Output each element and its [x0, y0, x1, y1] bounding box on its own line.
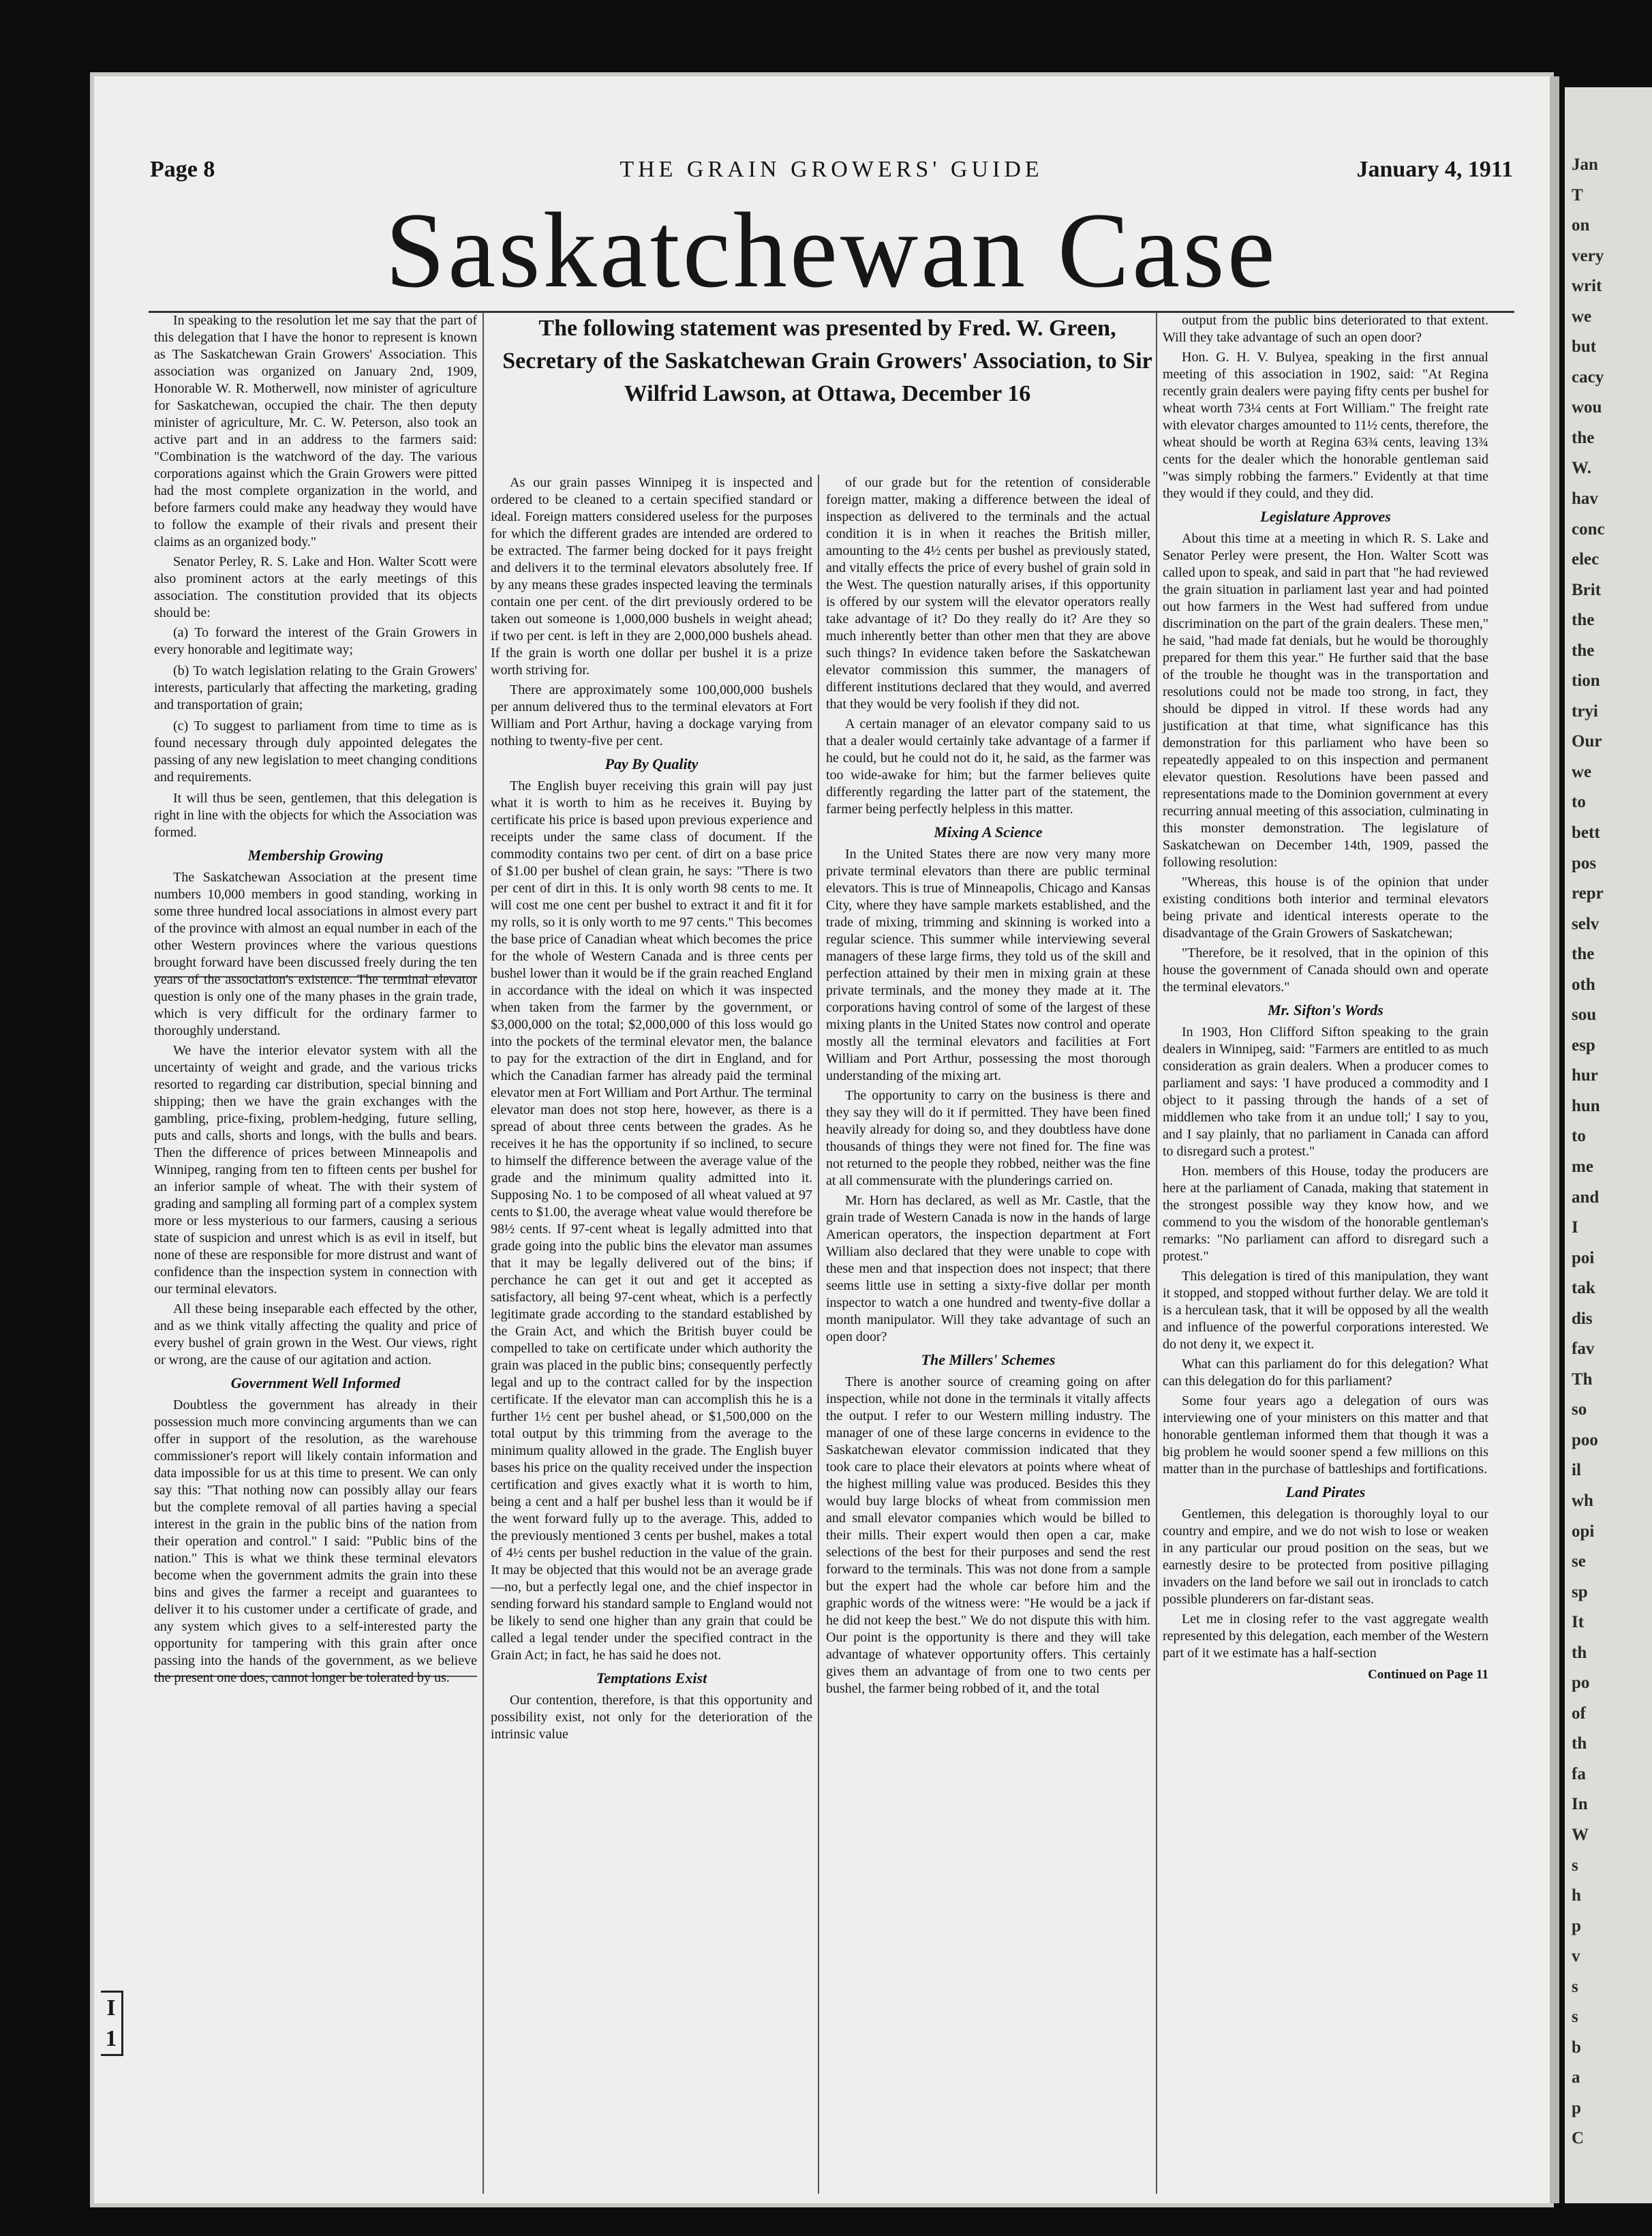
- adjacent-page-fragment: so: [1572, 1400, 1587, 1419]
- adjacent-page-fragment: It: [1572, 1613, 1585, 1632]
- adjacent-page-fragment: we: [1572, 307, 1592, 326]
- adjacent-page-fragment: but: [1572, 337, 1597, 357]
- adjacent-page-fragment: oth: [1572, 975, 1595, 994]
- adjacent-page-fragment: p: [1572, 2098, 1581, 2117]
- publication-name: THE GRAIN GROWERS' GUIDE: [620, 157, 1043, 182]
- adjacent-page-fragment: very: [1572, 246, 1604, 265]
- adjacent-page-fragment: Brit: [1572, 580, 1602, 599]
- adjacent-page-edge: [1565, 87, 1652, 2203]
- adjacent-page-fragment: h: [1572, 1886, 1581, 1905]
- adjacent-page-fragment: il: [1572, 1461, 1581, 1480]
- continuation-note: Continued on Page 11: [1368, 1667, 1488, 1682]
- issue-date: January 4, 1911: [1356, 157, 1513, 182]
- paragraph: In speaking to the resolution let me say that the part of this delegation that I have the honor to represent is known as The Saskatchewan Grain Growers' Association. This association was organized on January 2nd, 1909, Honorable W. R. Motherwell, now minister of agriculture for Saskatchewan, occupied the chair. The then deputy minister of agriculture, Mr. C. W. Peterson, also took an active part and in an address to the farmers said: "Combination is the watchword of the day. The various corporations against which the Grain Growers were pitted had the most complete organization in the world, and before farmers could make any headway they would have to follow the example of their rivals and present their claims as an organized body.": [154, 313, 477, 549]
- adjacent-page-fragment: Jan: [1572, 155, 1598, 174]
- article-column-3: [826, 474, 1150, 1700]
- paragraph: About this time at a meeting in which R. S. Lake and Senator Perley were present, the Hon. Walter Scott was called upon to speak, and said in part that "he had reviewed the grain situation in parliament last year and had pointed out how farmers in the West had suffered from undue discrimination on the part of the grain dealers. These men," he said, "had made fat denials, but he would be thoroughly prepared for them this year." He further said that the base of the trouble he thought was in the transportation and resolutions could not be made too strong, in fact, they should be dipped in vitrol. If these words had any justification at that time, what significance has this demonstration for this parliament who have been so repeatedly appealed to on this inspection and permanent elevator question. Resolutions have been passed and representations made to the Dominion government at every recurring annual meeting of this association, culminating in this monster demonstration. The legislature of Saskatchewan on December 14th, 1909, passed the following resolution:: [1163, 531, 1488, 870]
- subheading: Legislature Approves: [1260, 508, 1391, 525]
- adjacent-page-fragment: In: [1572, 1795, 1588, 1814]
- adjacent-page-fragment: the: [1572, 641, 1595, 660]
- adjacent-page-fragment: to: [1572, 1127, 1586, 1146]
- adjacent-page-fragment: elec: [1572, 550, 1600, 569]
- article-column-2: [491, 474, 812, 1746]
- paragraph: Our contention, therefore, is that this opportunity and possibility exist, not only for the deterioration of the intrinsic value: [491, 1693, 812, 1742]
- side-box-text: I 1: [105, 1995, 117, 2051]
- adjacent-page-fragment: wh: [1572, 1492, 1593, 1510]
- adjacent-page-fragment: selv: [1572, 914, 1600, 933]
- adjacent-page-fragment: conc: [1572, 519, 1605, 539]
- headline: Saskatchewan Case: [385, 191, 1278, 310]
- adjacent-page-fragment: s: [1572, 1977, 1578, 1996]
- adjacent-page-fragment: Th: [1572, 1370, 1593, 1389]
- adjacent-page-fragment: s: [1572, 1856, 1578, 1875]
- adjacent-page-fragment: a: [1572, 2068, 1580, 2087]
- paragraph: There is another source of creaming going on after inspection, while not done in the terminals it vitally affects the output. I refer to our Western milling industry. The manager of one of these large concerns in evidence to the Saskatchewan elevator commission indicated that they took care to place their elevators at points where wheat of the highest milling value was produced. Besides this they would buy large blocks of wheat from commission men and small elevator companies which would be billed to their mills. Their expert would then open a car, make selections of the best for their purposes and send the rest forward to the terminals. This was not done from a sample but the expert had the whole car before him and the graphic words of the witness were: "He would be a jack if he did not keep the best." We do not dispute this with him. Our point is the opportunity is there and they will take advantage of whatever opportunity offers. This certainly gives them an advantage of from one to two cents per bushel, the farmer being robbed of it, and the total: [826, 1374, 1150, 1696]
- subheading: The Millers' Schemes: [921, 1351, 1056, 1368]
- adjacent-page-fragment: to: [1572, 793, 1586, 812]
- subheading: Mixing A Science: [934, 824, 1043, 841]
- running-header: [150, 157, 1513, 187]
- adjacent-page-fragment: th: [1572, 1643, 1587, 1662]
- adjacent-page-fragment: on: [1572, 216, 1590, 235]
- adjacent-page-fragment: repr: [1572, 884, 1604, 903]
- paragraph: In 1903, Hon Clifford Sifton speaking to the grain dealers in Winnipeg, said: "Farmers are entitled to as much consideration as grain dealers. When a producer comes to parliament and says: 'I have produced a commodity and I object to it passing through the hands of a set of middlemen who take from it an undue toll;' I say to you, and I say plainly, that no parliament in Canada can afford to disregard such a protest.": [1163, 1025, 1488, 1159]
- adjacent-page-fragment: tryi: [1572, 701, 1598, 721]
- paragraph: All these being inseparable each effected by the other, and as we think vitally affecting the quality and price of every bushel of grain grown in the West. Our views, right or wrong, are the cause of our agitation and action.: [154, 1301, 477, 1368]
- adjacent-page-fragment: p: [1572, 1916, 1581, 1935]
- adjacent-page-fragment: fav: [1572, 1340, 1595, 1359]
- adjacent-page-fragment: the: [1572, 428, 1595, 447]
- paragraph: The English buyer receiving this grain will pay just what it is worth to him as he receives it. Buying by certificate his price is based upon previous experience and receipts under the same class of document. If the commodity contains two per cent. of dirt on a base price of $1.00 per bushel of clean grain, he says: "There is two per cent of dirt in this. It is only worth 98 cents to me. It will cost me one cent per bushel to extract it and fit it for my rolls, so it is only worth to me 97 cents." This becomes the base price of Canadian wheat which becomes the price for the whole of Western Canada and is three cents per bushel lower than it would be if the grain reached England in accordance with the ideal on which it was inspected when taken from the farmer by the government, or $3,000,000 on the total; $2,000,000 of this loss would go into the pockets of the terminal elevator men, the balance to pay for the extraction of the dirt in England, and for which the Canadian farmer has already paid the terminal elevator men at Fort William and Port Arthur. The terminal elevator man does not stop here, however, as there is a spread of about three cents between the grades. As he receives it he has the opportunity if so inclined, to secure to himself the difference between the average value of the grade and the minimum quality admitted into it. Supposing No. 1 to be composed of all wheat valued at 97 cents to $1.00, the average wheat value would therefore be 98½ cents. If 97-cent wheat is legally admitted into that grade going into the public bins the elevator man assumes that it may be legally delivered out of the bins; if perchance he can get it out and get it accepted as satisfactory, all being 97-cent wheat, which is a perfectly legitimate grade according to the standard established by the Grain Act, and which the British buyer could be compelled to take on certificate under which authority the grain was placed in the public bins; consequently perfectly legal and up to the contract called for by the inspection certificate. If the elevator man can accomplish this he is a further 1½ cent per bushel ahead, or $1,500,000 on the total output by this trimming from the average to the minimum quality allowed in the grade. The English buyer bases his price on the quality received under the inspection certification and gives exactly what it is worth to him, being a cent and a half per bushel less than it would be if the went forward fully up to the average. This, added to the previously mentioned 3 cents per bushel, makes a total of 4½ cents per bushel reduction in the value of the grain. It may be objected that this would not be an average grade—no, but a perfectly legal one, and the chief inspector in sending forward his standard sample to England would not be likely to send one higher than any grain that could be called a legal tender under the specified contract in the Grain Act; in fact, he has said he does not.: [491, 779, 812, 1663]
- side-box-fragment: [101, 1991, 123, 2056]
- paragraph: The opportunity to carry on the business is there and they say they will do it if permitted. They have been fined heavily already for doing so, and they doubtless have done thousands of things they were not fined for. The fine was not returned to the people they robbed, neither was the fine at all commensurate with the plunderings carried on.: [826, 1088, 1150, 1188]
- paragraph: A certain manager of an elevator company said to us that a dealer would certainly take advantage of a farmer if he could, but he could not do it, he said, as the farmer was too wide-awake for him; but the farmer believes quite differently regarding the latter part of the statement, the farmer being perfectly helpless in this matter.: [826, 716, 1150, 817]
- column-rule: [483, 312, 484, 2194]
- adjacent-page-fragment: of: [1572, 1704, 1586, 1723]
- adjacent-page-fragment: hav: [1572, 489, 1598, 508]
- paragraph: Gentlemen, this delegation is thoroughly loyal to our country and empire, and we do not wish to lose or weaken in any particular our proud position on the seas, but we earnestly desire to be protected from positive pillaging invaders on the land before we sail out in ironclads to catch possible plunderers on far-distant seas.: [1163, 1507, 1488, 1607]
- adjacent-page-fragment: v: [1572, 1947, 1580, 1966]
- adjacent-page-fragment: b: [1572, 2038, 1581, 2057]
- page-fold: [1550, 76, 1559, 2203]
- paragraph: output from the public bins deteriorated to that extent. Will they take advantage of such an open door?: [1163, 313, 1488, 345]
- adjacent-page-fragment: Our: [1572, 732, 1602, 751]
- paragraph: of our grade but for the retention of considerable foreign matter, making a difference between the ideal of inspection as delivered to the terminals and the actual condition it is in when it reaches the British miller, amounting to the 4½ cents per bushel as previously stated, and vitally effects the price of every bushel of grain sold in the West. The question naturally arises, if this opportunity is offered by our system will the elevator operators really take advantage of it? Do they really do it? Are they so much inherently better than other men that they are above such things? In evidence taken before the Saskatchewan elevator commission this summer, the managers of different institutions declared that they would, and averred that they would be very foolish if they did not.: [826, 475, 1150, 712]
- adjacent-page-fragment: bett: [1572, 824, 1600, 842]
- subheading: Land Pirates: [1285, 1483, 1366, 1500]
- paragraph: Let me in closing refer to the vast aggregate wealth represented by this delegation, each member of the Western part of it we estimate has a half-section: [1163, 1612, 1488, 1661]
- adjacent-page-fragment: cacy: [1572, 367, 1604, 387]
- paragraph: There are approximately some 100,000,000 bushels per annum delivered thus to the terminal elevators at Fort William and Port Arthur, having a dockage varying from nothing to twenty-five per cent.: [491, 682, 812, 749]
- paragraph: This delegation is tired of this manipulation, they want it stopped, and stopped without further delay. We are told it is a herculean task, that it will be opposed by all the wealth and influence of the powerful corporations interested. We do not deny it, we expect it.: [1163, 1269, 1488, 1352]
- object-item: (c) To suggest to parliament from time to time as is found necessary through duly appointed delegates the passing of any new legislation to meet changing conditions and requirements.: [154, 719, 477, 785]
- adjacent-page-fragment: sp: [1572, 1582, 1588, 1601]
- paragraph: Mr. Horn has declared, as well as Mr. Castle, that the grain trade of Western Canada is now in the hands of large American operators, the inspection department at Fort William also declared that they were unable to cope with these men and that inspection does not inspect; that there seems little use in setting a sixty-five dollar per month inspector to watch a one hundred and twenty-five dollar a month manipulator. Will they take advantage of such an open door?: [826, 1193, 1150, 1344]
- paragraph: Senator Perley, R. S. Lake and Hon. Walter Scott were also prominent actors at the early meetings of this association. The constitution provided that its objects should be:: [154, 554, 477, 620]
- paragraph: What can this parliament do for this delegation? What can this delegation do for this parliament?: [1163, 1357, 1488, 1389]
- adjacent-page-fragment: I: [1572, 1218, 1578, 1237]
- paragraph: In the United States there are now very many more private terminal elevators than there are public terminal elevators. This is true of Minneapolis, Chicago and Kansas City, where they have sample markets established, and the trade of mixing, trimming and skinning is worked into a regular science. This summer while interviewing several managers of these large firms, they told us of the skill and perfection attained by their men in mixing grain at these private terminals, and the money they made at it. The corporations having control of some of the largest of these mixing plants in the United States now control and operate mostly all the terminal elevators and facilities at Fort William and Port Arthur, possessing the most thorough understanding of the mixing art.: [826, 847, 1150, 1083]
- article-column-4: [1163, 312, 1488, 1683]
- subheading: Pay By Quality: [605, 755, 699, 772]
- adjacent-page-fragment: tion: [1572, 671, 1600, 691]
- subheading: Temptations Exist: [596, 1670, 707, 1687]
- adjacent-page-fragment: wou: [1572, 398, 1602, 417]
- subheading: Mr. Sifton's Words: [1268, 1001, 1383, 1018]
- object-item: (a) To forward the interest of the Grain Growers in every honorable and legitimate way;: [154, 625, 477, 657]
- adjacent-page-fragment: tak: [1572, 1279, 1595, 1298]
- article-column-1: [154, 312, 477, 1689]
- adjacent-page-fragment: W: [1572, 1826, 1589, 1844]
- subheading: Membership Growing: [247, 847, 384, 864]
- adjacent-page-fragment: T: [1572, 185, 1583, 205]
- adjacent-page-fragment: s: [1572, 2008, 1578, 2027]
- adjacent-page-fragment: and: [1572, 1188, 1600, 1207]
- adjacent-page-fragment: writ: [1572, 277, 1602, 296]
- column-rule: [1156, 312, 1157, 2194]
- adjacent-page-fragment: the: [1572, 611, 1595, 630]
- adjacent-page-fragment: dis: [1572, 1309, 1593, 1328]
- paragraph: We have the interior elevator system with all the uncertainty of weight and grade, and the various tricks resorted to regarding car distribution, special binning and shipping; then we have the grain exchanges with the gambling, price-fixing, problem-hedging, future selling, puts and calls, shorts and longs, with the bulls and bears. Then the difference of prices between Minneapolis and Winnipeg, ranging from ten to fifteen cents per bushel for an inferior sample of wheat. The with their system of grading and sampling all forming part of a complex system more or less mysterious to our farmers, causing a serious state of suspicion and unrest which is as evil in itself, but none of these are responsible for more distrust and want of confidence than the inspection system in connection with our terminal elevators.: [154, 1043, 477, 1297]
- adjacent-page-fragment: se: [1572, 1552, 1586, 1571]
- paragraph: "Whereas, this house is of the opinion that under existing conditions both interior and terminal elevators being private and identical interests operate to the disadvantage of the Grain Growers of Saskatchewan;: [1163, 875, 1488, 941]
- adjacent-page-fragment: pos: [1572, 853, 1597, 873]
- paragraph: "Therefore, be it resolved, that in the opinion of this house the government of Canada should own and operate the terminal elevators.": [1163, 946, 1488, 995]
- adjacent-page-fragment: we: [1572, 762, 1592, 781]
- adjacent-page-fragment: fa: [1572, 1764, 1586, 1783]
- adjacent-page-fragment: opi: [1572, 1522, 1595, 1541]
- paragraph: Hon. members of this House, today the producers are here at the parliament of Canada, making that statement in the strongest possible way they know how, and we commend to you the wisdom of the honorable gentleman's remarks: "No parliament can afford to disregard such a protest.": [1163, 1164, 1488, 1264]
- adjacent-page-fragment: po: [1572, 1674, 1590, 1693]
- intro-deck: The following statement was presented by Fred. W. Green, Secretary of the Saskatchewan Grain Growers' Association, to Sir Wilfrid Lawson, at Ottawa, December 16: [502, 316, 1152, 406]
- adjacent-page-fragment: me: [1572, 1158, 1593, 1176]
- adjacent-page-fragment: esp: [1572, 1036, 1595, 1055]
- paragraph: As our grain passes Winnipeg it is inspected and ordered to be cleaned to a certain specified standard or ideal. Foreign matters considered useless for the purposes for which the different grades are intended are ordered to be extracted. The farmer being docked for it pays freight and delivers it to the terminal elevators absolutely free. If by any means these grades inspected leaving the terminals contain one per cent. of the dirt previously ordered to be taken out someone is 1,000,000 bushels in weight ahead; if two per cent. is left in they are 2,000,000 bushels ahead. If the grain is worth one dollar per bushel it is a prize worth striving for.: [491, 475, 812, 678]
- adjacent-page-fragment: the: [1572, 945, 1595, 964]
- paragraph: It will thus be seen, gentlemen, that this delegation is right in line with the objects for which the Association was formed.: [154, 791, 477, 840]
- adjacent-page-fragment: th: [1572, 1734, 1587, 1753]
- adjacent-page-fragment: sou: [1572, 1006, 1597, 1025]
- adjacent-page-fragment: poi: [1572, 1248, 1595, 1267]
- adjacent-page-fragment: C: [1572, 2129, 1585, 2148]
- object-item: (b) To watch legislation relating to the Grain Growers' interests, particularly that affecting the marketing, grading and transportation of grain;: [154, 663, 477, 712]
- paragraph: Hon. G. H. V. Bulyea, speaking in the first annual meeting of this association in 1902, said: "At Regina recently grain dealers were paying fifty cents per bushel for wheat worth 73¼ cents at Fort William." The freight rate with elevator charges amounted to 11½ cents, therefore, the wheat should be worth at Regina 63¾ cents, leaving 13¾ cents for the dealer which the honorable gentleman said "was simply robbing the farmers." Evidently at that time they would if they could, and they did.: [1163, 350, 1488, 501]
- subheading: Government Well Informed: [230, 1374, 401, 1391]
- paragraph: Some four years ago a delegation of ours was interviewing one of your ministers on this matter and that honorable gentleman informed them that though it was a big problem he would sooner spend a few millions on this matter than in the purchase of battleships and fortifications.: [1163, 1393, 1488, 1477]
- paragraph: The Saskatchewan Association at the present time numbers 10,000 members in good standing, working in some three hundred local associations in almost every part of the province with almost an equal number in each of the other Western provinces where the various questions brought forward have been discussed freely during the ten years of the association's existence. The terminal elevator question is only one of the many phases in the grain trade, which is very difficult for the ordinary farmer to thoroughly understand.: [154, 870, 477, 1038]
- adjacent-page-fragment: poo: [1572, 1430, 1598, 1449]
- page-number: Page 8: [150, 157, 215, 182]
- adjacent-page-fragment: W.: [1572, 459, 1591, 478]
- adjacent-page-fragment: hur: [1572, 1066, 1598, 1085]
- column-rule: [818, 474, 819, 2194]
- paragraph: Doubtless the government has already in their possession much more convincing arguments than we can offer in support of the resolution, as the warehouse commissioner's report will likely contain information and data impossible for us at this time to present. We can only say this: "That nothing now can possibly allay our fears but the complete removal of all parties having a special interest in the grain in the public bins of the nation from their operation and control." I said: "Public bins of the nation." This is what we think these terminal elevators become when the government admits the grain into these bins and gives the farmer a receipt and guarantees to deliver it to his customer under a certificate of grade, and any system which gives to a self-interested party the opportunity for tampering with this grain after once passing into the hands of the government, as we believe the present one does, cannot longer be tolerated by us.: [154, 1398, 477, 1685]
- adjacent-page-fragment: hun: [1572, 1096, 1600, 1115]
